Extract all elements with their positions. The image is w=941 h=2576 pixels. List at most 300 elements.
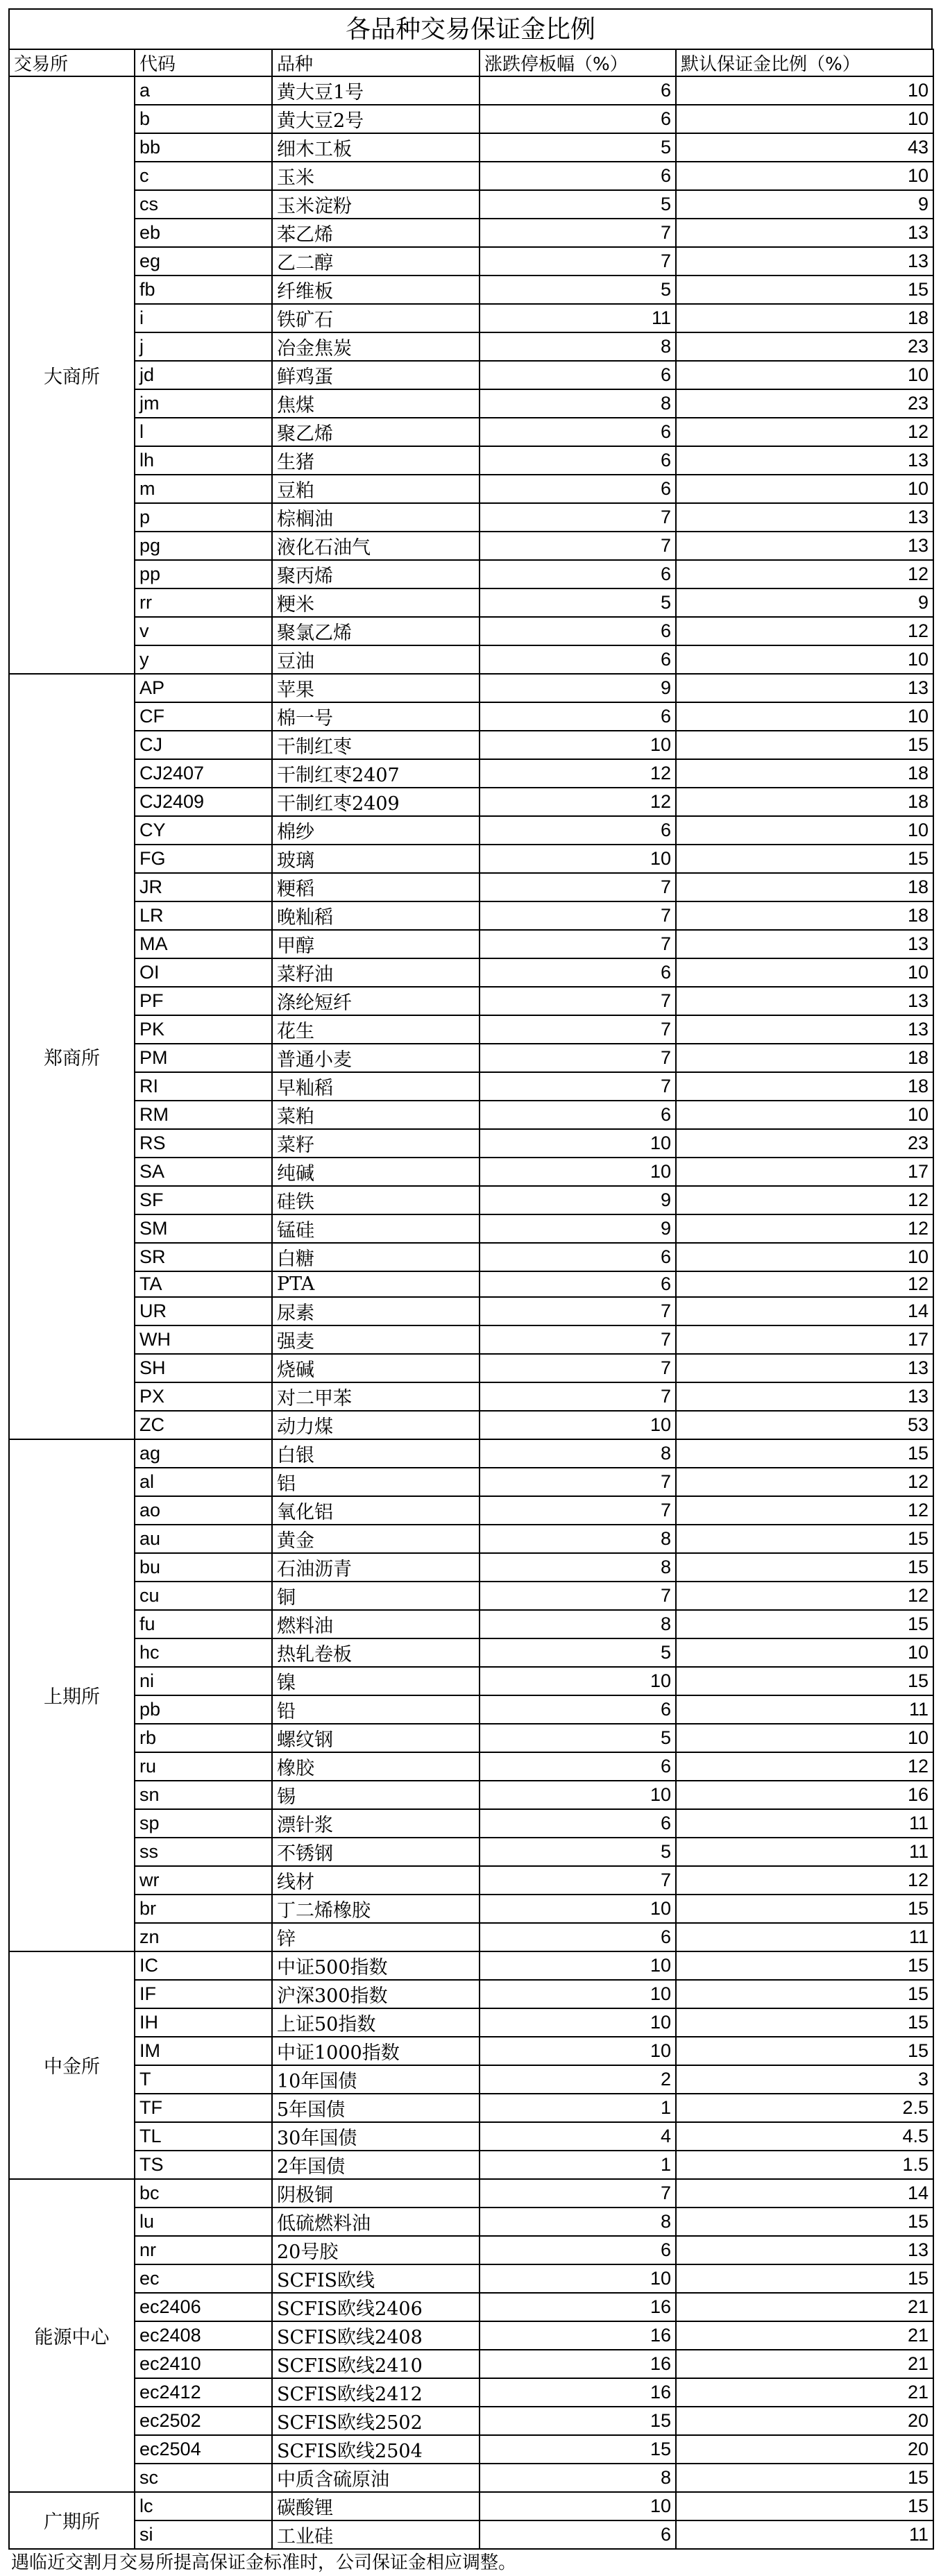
- margin-cell: 10: [676, 361, 933, 389]
- table-row: [9, 2151, 933, 2179]
- product-cell: 阴极铜: [272, 2179, 480, 2208]
- margin-table: [8, 49, 934, 2550]
- product-cell: 铝: [272, 1468, 480, 1496]
- table-row: [9, 1667, 933, 1695]
- table-row: [9, 617, 933, 645]
- limit-cell: 12: [480, 788, 676, 816]
- limit-cell: 1: [480, 2151, 676, 2179]
- code-cell: IC: [135, 1951, 272, 1980]
- margin-cell: 20: [676, 2435, 933, 2464]
- margin-cell: 13: [676, 930, 933, 958]
- product-cell: 上证50指数: [272, 2008, 480, 2037]
- code-cell: CJ2407: [135, 759, 272, 788]
- margin-cell: 18: [676, 759, 933, 788]
- limit-cell: 15: [480, 2435, 676, 2464]
- table-row: [9, 1809, 933, 1838]
- product-cell: 豆油: [272, 645, 480, 674]
- table-row: [9, 674, 933, 702]
- table-row: [9, 133, 933, 162]
- table-row: [9, 332, 933, 361]
- code-cell: cu: [135, 1582, 272, 1610]
- limit-cell: 6: [480, 1695, 676, 1724]
- table-row: [9, 446, 933, 475]
- table-row: [9, 190, 933, 219]
- product-cell: 锌: [272, 1923, 480, 1951]
- margin-cell: 9: [676, 588, 933, 617]
- code-cell: jd: [135, 361, 272, 389]
- limit-cell: 5: [480, 588, 676, 617]
- table-row: [9, 361, 933, 389]
- limit-cell: 5: [480, 133, 676, 162]
- limit-cell: 6: [480, 1243, 676, 1271]
- table-row: [9, 1214, 933, 1243]
- code-cell: AP: [135, 674, 272, 702]
- table-row: [9, 2179, 933, 2208]
- sheet-title: 各品种交易保证金比例: [8, 8, 933, 49]
- product-cell: 线材: [272, 1866, 480, 1895]
- margin-cell: 13: [676, 446, 933, 475]
- header-product: 品种: [272, 49, 480, 76]
- margin-cell: 15: [676, 2037, 933, 2065]
- table-row: [9, 1724, 933, 1752]
- limit-cell: 10: [480, 1667, 676, 1695]
- margin-cell: 15: [676, 2464, 933, 2492]
- product-cell: 石油沥青: [272, 1553, 480, 1582]
- table-row: [9, 1638, 933, 1667]
- table-row: [9, 1496, 933, 1525]
- table-row: [9, 1468, 933, 1496]
- table-row: [9, 560, 933, 588]
- margin-cell: 18: [676, 1072, 933, 1101]
- code-cell: MA: [135, 930, 272, 958]
- margin-cell: 15: [676, 1667, 933, 1695]
- limit-cell: 6: [480, 1923, 676, 1951]
- limit-cell: 9: [480, 674, 676, 702]
- table-row: [9, 1186, 933, 1214]
- margin-cell: 13: [676, 674, 933, 702]
- table-row: [9, 1297, 933, 1325]
- product-cell: 干制红枣: [272, 731, 480, 759]
- product-cell: SCFIS欧线2406: [272, 2293, 480, 2321]
- limit-cell: 9: [480, 1186, 676, 1214]
- code-cell: IF: [135, 1980, 272, 2008]
- margin-cell: 13: [676, 1382, 933, 1411]
- code-cell: sp: [135, 1809, 272, 1838]
- code-cell: TL: [135, 2122, 272, 2151]
- product-cell: 中质含硫原油: [272, 2464, 480, 2492]
- product-cell: PTA: [272, 1271, 480, 1297]
- product-cell: 聚丙烯: [272, 560, 480, 588]
- product-cell: 粳米: [272, 588, 480, 617]
- limit-cell: 6: [480, 617, 676, 645]
- margin-cell: 21: [676, 2350, 933, 2378]
- product-cell: 棕榈油: [272, 503, 480, 532]
- product-cell: SCFIS欧线2408: [272, 2321, 480, 2350]
- margin-cell: 11: [676, 1838, 933, 1866]
- margin-cell: 12: [676, 1496, 933, 1525]
- limit-cell: 7: [480, 1072, 676, 1101]
- code-cell: UR: [135, 1297, 272, 1325]
- limit-cell: 7: [480, 1866, 676, 1895]
- margin-cell: 11: [676, 2520, 933, 2549]
- table-row: [9, 304, 933, 332]
- limit-cell: 7: [480, 930, 676, 958]
- product-cell: 早籼稻: [272, 1072, 480, 1101]
- margin-cell: 4.5: [676, 2122, 933, 2151]
- margin-cell: 15: [676, 2208, 933, 2236]
- margin-cell: 2.5: [676, 2094, 933, 2122]
- code-cell: pg: [135, 532, 272, 560]
- header-row: [9, 49, 933, 76]
- limit-cell: 5: [480, 1724, 676, 1752]
- table-row: [9, 2094, 933, 2122]
- margin-cell: 15: [676, 1553, 933, 1582]
- limit-cell: 16: [480, 2350, 676, 2378]
- limit-cell: 10: [480, 2037, 676, 2065]
- code-cell: bc: [135, 2179, 272, 2208]
- limit-cell: 10: [480, 2008, 676, 2037]
- table-row: [9, 2122, 933, 2151]
- exchange-cell: 能源中心: [9, 2179, 135, 2492]
- margin-cell: 10: [676, 1101, 933, 1129]
- limit-cell: 7: [480, 873, 676, 901]
- limit-cell: 10: [480, 2492, 676, 2520]
- product-cell: 纤维板: [272, 276, 480, 304]
- code-cell: lu: [135, 2208, 272, 2236]
- limit-cell: 16: [480, 2378, 676, 2407]
- margin-cell: 15: [676, 845, 933, 873]
- table-row: [9, 1582, 933, 1610]
- limit-cell: 7: [480, 247, 676, 276]
- margin-cell: 11: [676, 1695, 933, 1724]
- table-row: [9, 2236, 933, 2264]
- code-cell: br: [135, 1895, 272, 1923]
- margin-cell: 18: [676, 873, 933, 901]
- margin-cell: 12: [676, 617, 933, 645]
- table-row: [9, 2037, 933, 2065]
- product-cell: 2年国债: [272, 2151, 480, 2179]
- table-row: [9, 1015, 933, 1044]
- product-cell: 涤纶短纤: [272, 987, 480, 1015]
- table-row: [9, 1525, 933, 1553]
- product-cell: 沪深300指数: [272, 1980, 480, 2008]
- product-cell: 菜籽: [272, 1129, 480, 1158]
- margin-cell: 10: [676, 1724, 933, 1752]
- table-row: [9, 503, 933, 532]
- header-margin: 默认保证金比例（%）: [676, 49, 933, 76]
- product-cell: 尿素: [272, 1297, 480, 1325]
- code-cell: c: [135, 162, 272, 190]
- code-cell: TS: [135, 2151, 272, 2179]
- exchange-cell: 郑商所: [9, 674, 135, 1439]
- product-cell: 燃料油: [272, 1610, 480, 1638]
- code-cell: ec2502: [135, 2407, 272, 2435]
- product-cell: 乙二醇: [272, 247, 480, 276]
- code-cell: TF: [135, 2094, 272, 2122]
- product-cell: 玻璃: [272, 845, 480, 873]
- limit-cell: 7: [480, 532, 676, 560]
- margin-cell: 12: [676, 1866, 933, 1895]
- limit-cell: 8: [480, 2208, 676, 2236]
- code-cell: pp: [135, 560, 272, 588]
- product-cell: 工业硅: [272, 2520, 480, 2549]
- limit-cell: 11: [480, 304, 676, 332]
- limit-cell: 6: [480, 446, 676, 475]
- limit-cell: 6: [480, 560, 676, 588]
- margin-cell: 15: [676, 1951, 933, 1980]
- limit-cell: 7: [480, 1354, 676, 1382]
- margin-cell: 21: [676, 2321, 933, 2350]
- table-row: [9, 219, 933, 247]
- margin-cell: 13: [676, 503, 933, 532]
- table-row: [9, 389, 933, 418]
- product-cell: 镍: [272, 1667, 480, 1695]
- product-cell: 氧化铝: [272, 1496, 480, 1525]
- limit-cell: 4: [480, 2122, 676, 2151]
- code-cell: SR: [135, 1243, 272, 1271]
- margin-cell: 14: [676, 1297, 933, 1325]
- product-cell: 粳稻: [272, 873, 480, 901]
- table-row: [9, 1411, 933, 1439]
- margin-cell: 1.5: [676, 2151, 933, 2179]
- margin-cell: 10: [676, 162, 933, 190]
- product-cell: 白糖: [272, 1243, 480, 1271]
- product-cell: 螺纹钢: [272, 1724, 480, 1752]
- code-cell: TA: [135, 1271, 272, 1297]
- table-row: [9, 1158, 933, 1186]
- table-row: [9, 788, 933, 816]
- code-cell: nr: [135, 2236, 272, 2264]
- margin-cell: 12: [676, 1752, 933, 1781]
- table-row: [9, 1980, 933, 2008]
- limit-cell: 6: [480, 475, 676, 503]
- table-row: [9, 901, 933, 930]
- margin-cell: 43: [676, 133, 933, 162]
- table-row: [9, 2407, 933, 2435]
- limit-cell: 10: [480, 1951, 676, 1980]
- table-row: [9, 2321, 933, 2350]
- code-cell: b: [135, 105, 272, 133]
- table-row: [9, 2008, 933, 2037]
- product-cell: SCFIS欧线: [272, 2264, 480, 2293]
- code-cell: ec2504: [135, 2435, 272, 2464]
- limit-cell: 10: [480, 731, 676, 759]
- margin-cell: 15: [676, 1895, 933, 1923]
- footnote: 遇临近交割月交易所提高保证金标准时，公司保证金相应调整。: [11, 2552, 517, 2573]
- limit-cell: 10: [480, 1129, 676, 1158]
- product-cell: 菜粕: [272, 1101, 480, 1129]
- code-cell: zn: [135, 1923, 272, 1951]
- limit-cell: 6: [480, 816, 676, 845]
- product-cell: 硅铁: [272, 1186, 480, 1214]
- header-limit: 涨跌停板幅（%）: [480, 49, 676, 76]
- product-cell: 强麦: [272, 1325, 480, 1354]
- margin-cell: 12: [676, 418, 933, 446]
- limit-cell: 6: [480, 1101, 676, 1129]
- product-cell: 聚氯乙烯: [272, 617, 480, 645]
- code-cell: eg: [135, 247, 272, 276]
- header-exchange: 交易所: [9, 49, 135, 76]
- product-cell: 苯乙烯: [272, 219, 480, 247]
- limit-cell: 8: [480, 389, 676, 418]
- margin-cell: 15: [676, 1980, 933, 2008]
- margin-cell: 17: [676, 1158, 933, 1186]
- exchange-cell: 上期所: [9, 1439, 135, 1951]
- table-row: [9, 2435, 933, 2464]
- table-row: [9, 2293, 933, 2321]
- limit-cell: 7: [480, 1297, 676, 1325]
- code-cell: bb: [135, 133, 272, 162]
- limit-cell: 16: [480, 2321, 676, 2350]
- margin-cell: 13: [676, 247, 933, 276]
- table-row: [9, 1271, 933, 1297]
- code-cell: lh: [135, 446, 272, 475]
- margin-cell: 15: [676, 2264, 933, 2293]
- product-cell: 铜: [272, 1582, 480, 1610]
- limit-cell: 7: [480, 503, 676, 532]
- code-cell: T: [135, 2065, 272, 2094]
- code-cell: p: [135, 503, 272, 532]
- product-cell: 丁二烯橡胶: [272, 1895, 480, 1923]
- product-cell: 橡胶: [272, 1752, 480, 1781]
- code-cell: CJ2409: [135, 788, 272, 816]
- limit-cell: 7: [480, 1468, 676, 1496]
- product-cell: SCFIS欧线2412: [272, 2378, 480, 2407]
- margin-cell: 23: [676, 389, 933, 418]
- table-row: [9, 418, 933, 446]
- table-row: [9, 1866, 933, 1895]
- code-cell: PX: [135, 1382, 272, 1411]
- code-cell: ec2410: [135, 2350, 272, 2378]
- limit-cell: 10: [480, 1895, 676, 1923]
- product-cell: 聚乙烯: [272, 418, 480, 446]
- product-cell: 菜籽油: [272, 958, 480, 987]
- table-row: [9, 1072, 933, 1101]
- limit-cell: 10: [480, 1781, 676, 1809]
- table-row: [9, 1895, 933, 1923]
- code-cell: eb: [135, 219, 272, 247]
- margin-cell: 10: [676, 816, 933, 845]
- table-row: [9, 2520, 933, 2549]
- limit-cell: 7: [480, 219, 676, 247]
- margin-cell: 13: [676, 532, 933, 560]
- product-cell: 焦煤: [272, 389, 480, 418]
- table-row: [9, 816, 933, 845]
- code-cell: rr: [135, 588, 272, 617]
- margin-cell: 9: [676, 190, 933, 219]
- product-cell: SCFIS欧线2504: [272, 2435, 480, 2464]
- product-cell: 冶金焦炭: [272, 332, 480, 361]
- product-cell: SCFIS欧线2502: [272, 2407, 480, 2435]
- limit-cell: 6: [480, 2520, 676, 2549]
- exchange-cell: 广期所: [9, 2492, 135, 2549]
- table-row: [9, 958, 933, 987]
- limit-cell: 10: [480, 1980, 676, 2008]
- product-cell: 纯碱: [272, 1158, 480, 1186]
- product-cell: 5年国债: [272, 2094, 480, 2122]
- table-row: [9, 1923, 933, 1951]
- margin-cell: 10: [676, 475, 933, 503]
- table-row: [9, 2208, 933, 2236]
- margin-cell: 14: [676, 2179, 933, 2208]
- code-cell: OI: [135, 958, 272, 987]
- limit-cell: 7: [480, 1382, 676, 1411]
- table-row: [9, 1382, 933, 1411]
- product-cell: 锡: [272, 1781, 480, 1809]
- limit-cell: 12: [480, 759, 676, 788]
- margin-cell: 10: [676, 958, 933, 987]
- table-row: [9, 1101, 933, 1129]
- table-row: [9, 1354, 933, 1382]
- code-cell: ec2408: [135, 2321, 272, 2350]
- margin-sheet: [8, 8, 933, 2576]
- code-cell: si: [135, 2520, 272, 2549]
- code-cell: RS: [135, 1129, 272, 1158]
- code-cell: lc: [135, 2492, 272, 2520]
- limit-cell: 15: [480, 2407, 676, 2435]
- code-cell: ec: [135, 2264, 272, 2293]
- limit-cell: 5: [480, 1838, 676, 1866]
- margin-cell: 18: [676, 1044, 933, 1072]
- code-cell: ZC: [135, 1411, 272, 1439]
- limit-cell: 7: [480, 2179, 676, 2208]
- table-row: [9, 1695, 933, 1724]
- code-cell: l: [135, 418, 272, 446]
- margin-cell: 12: [676, 1271, 933, 1297]
- table-row: [9, 1044, 933, 1072]
- table-row: [9, 588, 933, 617]
- table-row: [9, 930, 933, 958]
- product-cell: 10年国债: [272, 2065, 480, 2094]
- code-cell: al: [135, 1468, 272, 1496]
- limit-cell: 6: [480, 361, 676, 389]
- limit-cell: 7: [480, 1015, 676, 1044]
- margin-cell: 15: [676, 1439, 933, 1468]
- limit-cell: 6: [480, 418, 676, 446]
- margin-cell: 12: [676, 1468, 933, 1496]
- code-cell: SF: [135, 1186, 272, 1214]
- margin-cell: 18: [676, 304, 933, 332]
- margin-cell: 13: [676, 2236, 933, 2264]
- margin-cell: 21: [676, 2293, 933, 2321]
- margin-cell: 13: [676, 1354, 933, 1382]
- table-row: [9, 76, 933, 105]
- margin-cell: 23: [676, 1129, 933, 1158]
- product-cell: 烧碱: [272, 1354, 480, 1382]
- exchange-cell: 大商所: [9, 76, 135, 674]
- table-row: [9, 276, 933, 304]
- product-cell: 动力煤: [272, 1411, 480, 1439]
- product-cell: 白银: [272, 1439, 480, 1468]
- product-cell: 液化石油气: [272, 532, 480, 560]
- margin-cell: 15: [676, 1610, 933, 1638]
- code-cell: m: [135, 475, 272, 503]
- margin-cell: 3: [676, 2065, 933, 2094]
- margin-cell: 15: [676, 2008, 933, 2037]
- code-cell: RI: [135, 1072, 272, 1101]
- margin-cell: 15: [676, 2492, 933, 2520]
- margin-cell: 10: [676, 105, 933, 133]
- product-cell: 30年国债: [272, 2122, 480, 2151]
- margin-cell: 15: [676, 276, 933, 304]
- table-row: [9, 2350, 933, 2378]
- table-row: [9, 1951, 933, 1980]
- margin-cell: 16: [676, 1781, 933, 1809]
- code-cell: IM: [135, 2037, 272, 2065]
- code-cell: JR: [135, 873, 272, 901]
- product-cell: 锰硅: [272, 1214, 480, 1243]
- code-cell: ag: [135, 1439, 272, 1468]
